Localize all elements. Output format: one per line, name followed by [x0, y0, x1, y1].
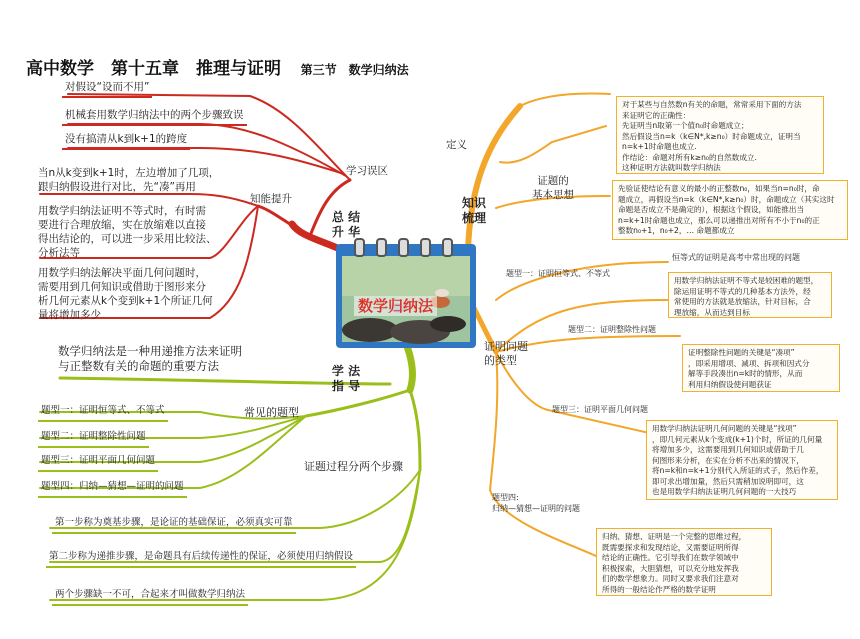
branch-knowledge-line2: 梳理 — [461, 211, 486, 225]
types-item-label: 题型二：证明整除性问题 — [568, 325, 656, 334]
skill-item: 用数学归纳法证明不等式时，有时需 要进行合理放缩，实在放缩难以直接 得出结论的，可以进一步采用比较法、 分析法等 — [38, 205, 217, 259]
calendar-rings — [346, 238, 470, 254]
page-title — [26, 54, 409, 79]
skills-label: 知能提升 — [250, 193, 292, 205]
common-type-item: 题型四：归纳—猜想—证明的问题 — [38, 480, 187, 498]
branch-summary-label — [326, 210, 366, 240]
skill-item: 当n从k变到k+1时，左边增加了几项， 跟归纳假设进行对比，先“凑”再用 — [38, 167, 220, 193]
mistakes-label: 学习误区 — [346, 165, 388, 177]
chapter-title: 高中数学 第十五章 推理与证明 — [26, 59, 281, 79]
center-label: 数学归纳法 — [354, 296, 437, 316]
definition-label: 定义 — [446, 139, 467, 151]
common-type-item: 题型一：证明恒等式、不等式 — [38, 404, 168, 422]
types-item-label: 题型一：证明恒等式、不等式 — [506, 269, 610, 278]
skill-item: 用数学归纳法解决平面几何问题时， 需要用到几何知识或借助于图形来分 析几何元素从k个变到k+1个所证几何 量将增加多少 — [38, 267, 213, 321]
common-type-item: 题型二：证明整除性问题 — [38, 430, 149, 448]
types-item-label: 题型三：证明平面几何问题 — [552, 405, 648, 414]
section-title: 第三节 数学归纳法 — [300, 63, 409, 77]
branch-knowledge-trunk — [468, 106, 520, 250]
steps-label: 证题过程分两个步骤 — [304, 460, 403, 473]
types-item-box: 证明整除性问题的关键是“凑项” ，即采用增项、减项、拆项和因式分 解等手段凑出n=k时的情形，从而 利用归纳假设使问题获证 — [682, 344, 840, 392]
branch-method-label — [326, 364, 366, 394]
mistake-item: 机械套用数学归纳法中的两个步骤致误 — [62, 108, 247, 126]
common-type-item: 题型三：证明平面几何问题 — [38, 454, 158, 472]
types-item-note: 恒等式的证明是高考中常出现的问题 — [672, 253, 800, 262]
mistake-item: 对假设“设而不用” — [62, 80, 152, 98]
definition-box: 对于某些与自然数n有关的命题，常常采用下面的方法 来证明它的正确性： 先证明当n取第一个值n₀时命题成立； 然后假设当n=k（k∈N*,k≥n₀）时命题成立，证明当 n=k+1时命题也成立. 作结论：命题对所有k≥n₀的自然数成立. 这种证明方法就叫数学归纳法 — [616, 96, 824, 174]
types-item-label: 题型四: 归纳—猜想—证明的问题 — [492, 493, 580, 513]
branch-knowledge-line1: 知识 — [461, 196, 486, 210]
step-item: 两个步骤缺一不可，合起来才叫做数学归纳法 — [52, 588, 248, 606]
step-item: 第一步称为奠基步骤，是论证的基础保证，必须真实可靠 — [52, 516, 296, 534]
basic-idea-box: 先验证使结论有意义的最小的正整数n₀，如果当n=n₀时，命 题成立，再假设当n=k（k∈N*,k≥n₀）时，命题成立（其实这时 命题是否成立不是确定的），根据这个假设，如能推出当 n=k+1时命题也成立，那么可以递推出对所有不小于n₀的正 整数n₀+1，n₀+2，… 命题都成立 — [612, 180, 848, 240]
types-label: 证明问题 的类型 — [484, 340, 528, 367]
types-item-box: 用数学归纳法证明几何问题的关键是“找项” ，即几何元素从k个变成(k+1)个时，所证的几何量 将增加多少，这需要用到几何知识或借助于几 何图形来分析，在实在分析不出来的情况下， 将n=k和n=k+1分别代入所证的式子，然后作差， 即可求出增加量，然后只需稍加说明即可，这 也是用数学归纳法证明几何问题的一大技巧 — [646, 420, 838, 500]
types-item-box: 用数学归纳法证明不等式是较困难的题型， 除运用证明不等式的几种基本方法外，经 常使用的方法就是放缩法，针对目标，合 理放缩，从而达到目标 — [668, 272, 832, 318]
types-item-box: 归纳、猜想、证明是一个完整的思维过程， 既需要探求和发现结论，又需要证明所得 结论的正确性。它引导我们在数学领域中 积极探索，大胆猜想，可以充分地发挥我 们的数学想象力。同时又要求我们注意对 所得的一般结论作严格的数学证明 — [596, 528, 772, 596]
method-statement: 数学归纳法是一种用递推方法来证明 与正整数有关的命题的重要方法 — [58, 344, 242, 373]
branch-summary-line1: 总 结 — [331, 210, 361, 224]
branch-method-line1: 学 法 — [331, 364, 361, 378]
basic-idea-label: 证题的 基本思想 — [532, 175, 574, 201]
mistake-item: 没有搞清从k到k+1的跨度 — [62, 132, 190, 150]
step-item: 第二步称为递推步骤，是命题具有后续传递性的保证，必须使用归纳假设 — [46, 550, 356, 568]
branch-summary-skills — [258, 206, 296, 228]
branch-summary-line2: 升 华 — [331, 225, 361, 239]
branch-knowledge-label — [454, 196, 494, 226]
branch-method-line2: 指 导 — [331, 379, 361, 393]
common-types-label: 常见的题型 — [244, 406, 299, 419]
